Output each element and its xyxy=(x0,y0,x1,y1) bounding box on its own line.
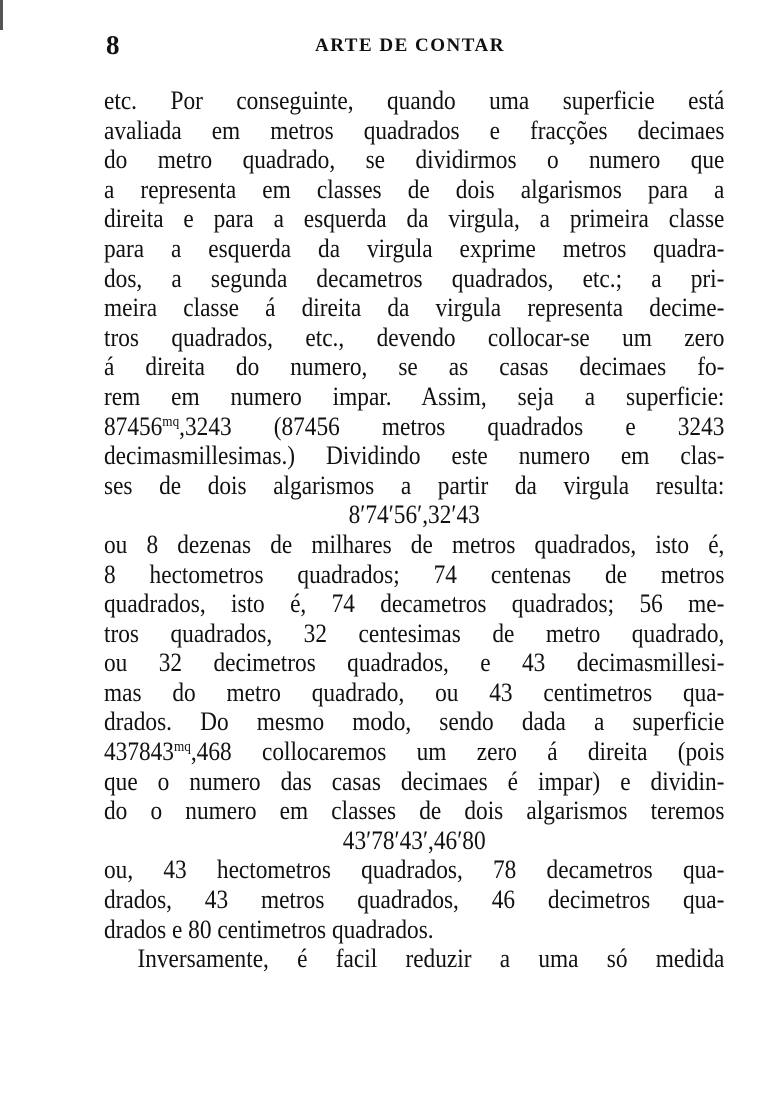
area-value-2: 437843 xyxy=(104,736,174,767)
unit-superscript: mq xyxy=(162,413,180,430)
text-line: para a esquerda da virgula exprime metros quadra- xyxy=(104,232,725,263)
text-line: dos, a segunda decametros quadrados, etc.; a pri- xyxy=(104,262,725,293)
text-line: 8 hectometros quadrados; 74 centenas de metros xyxy=(104,558,725,589)
text-line: á direita do numero, se as casas decimaes fo- xyxy=(104,351,725,382)
text-line: que o numero das casas decimaes é impar) e dividin- xyxy=(104,765,725,796)
text-line: ou 32 decimetros quadrados, e 43 decimasmillesi- xyxy=(104,647,725,678)
unit-superscript-2: mq xyxy=(173,739,191,756)
formula-2: 43′78′43′,46′80 xyxy=(342,824,486,855)
running-title: ARTE DE CONTAR xyxy=(315,35,505,56)
text-line: do o numero em classes de dois algarismos teremos xyxy=(104,795,725,826)
text-line: tros quadrados, etc., devendo collocar-se um zero xyxy=(104,321,725,352)
text-line: etc. Por conseguinte, quando uma superficie está xyxy=(104,85,725,115)
text-line: ou 8 dezenas de milhares de metros quadrados, isto é, xyxy=(104,528,725,559)
text-line: meira classe á direita da virgula representa decime- xyxy=(104,292,725,323)
text-line: decimasmillesimas.) Dividindo este numero em clas- xyxy=(104,440,725,471)
area-rest: ,3243 (87456 metros quadrados e 3243 xyxy=(179,410,725,441)
page-header xyxy=(100,30,720,64)
paragraph-2 xyxy=(104,944,724,974)
text-line-area xyxy=(104,412,724,442)
area-value: 87456 xyxy=(104,410,163,441)
page-edge-mark xyxy=(0,0,3,30)
text-line: rem em numero impar. Assim, seja a superficie: xyxy=(104,380,725,411)
text-line: ses de dois algarismos a partir da virgula resulta: xyxy=(104,469,725,500)
page-number: 8 xyxy=(106,30,120,60)
paragraph-1 xyxy=(104,86,724,944)
formula-1: 8′74′56′,32′43 xyxy=(348,499,480,530)
text-line: drados e 80 centimetros quadrados. xyxy=(104,913,434,944)
text-line: avaliada em metros quadrados e fracções decimaes xyxy=(104,114,725,145)
text-line: tros quadrados, 32 centesimas de metro quadrado, xyxy=(104,617,725,648)
text-line: Inversamente, é facil reduzir a uma só medida xyxy=(137,943,725,974)
body-text xyxy=(104,86,724,974)
text-line: mas do metro quadrado, ou 43 centimetros qua- xyxy=(104,676,725,707)
text-line: ou, 43 hectometros quadrados, 78 decametros qua- xyxy=(104,854,725,885)
text-line: drados, 43 metros quadrados, 46 decimetros qua- xyxy=(104,884,725,915)
text-line: quadrados, isto é, 74 decametros quadrados; 56 me- xyxy=(104,588,725,619)
text-line: do metro quadrado, se dividirmos o numero que xyxy=(104,144,725,175)
text-line: direita e para a esquerda da virgula, a primeira classe xyxy=(104,203,725,234)
text-line: drados. Do mesmo modo, sendo dada a superficie xyxy=(104,706,725,737)
text-line: a representa em classes de dois algarismos para a xyxy=(104,173,725,204)
area-rest-2: ,468 collocaremos um zero á direita (pois xyxy=(190,736,725,767)
text-line-area-2 xyxy=(104,737,724,767)
